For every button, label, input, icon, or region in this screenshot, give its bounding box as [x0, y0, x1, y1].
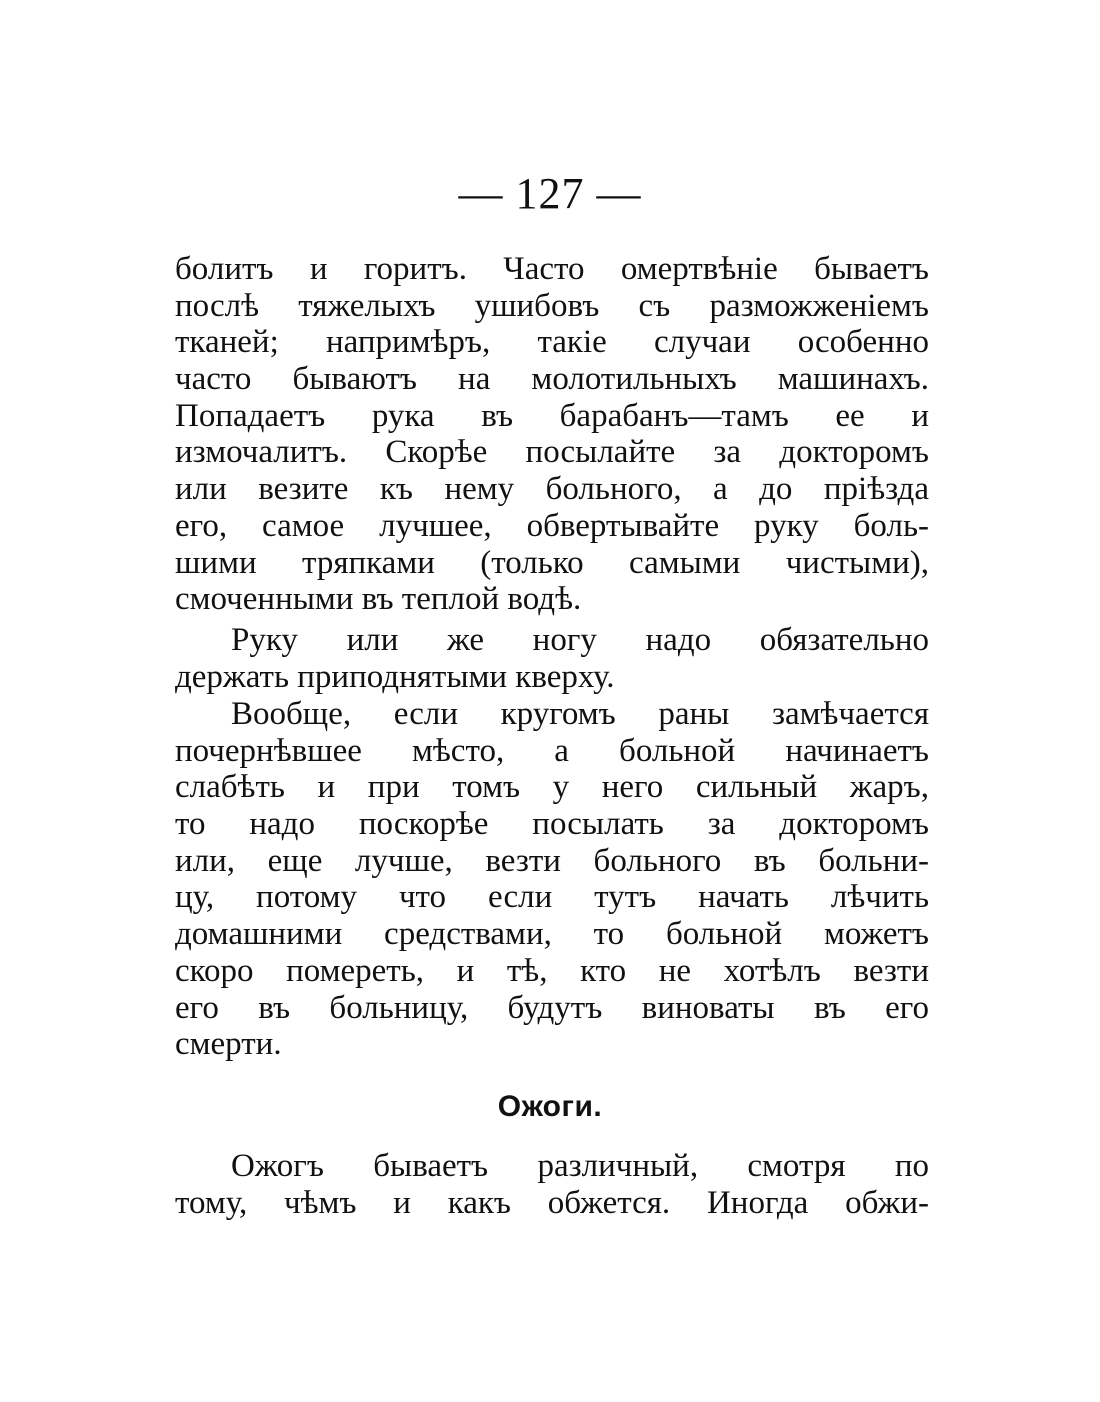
text-line: его въ больницу, будутъ виноваты въ его	[175, 989, 929, 1026]
text-line: слабѣть и при томъ у него сильный жаръ,	[175, 769, 929, 806]
text-line: или везите къ нему больного, а до пріѣзда	[175, 471, 929, 508]
text-line: его, самое лучшее, обвертывайте руку боль-	[175, 507, 929, 544]
text-line: болитъ и горитъ. Часто омертвѣніе бываетъ	[175, 251, 929, 287]
text-line: измочалитъ. Скорѣе посылайте за докторомъ	[175, 434, 929, 471]
text-line: тканей; напримѣръ, такіе случаи особенно	[175, 324, 929, 361]
section-heading: Ожоги.	[497, 1090, 603, 1123]
text-line: часто бываютъ на молотильныхъ машинахъ.	[175, 361, 929, 398]
text-line: цу, потому что если тутъ начать лѣчить	[175, 879, 929, 916]
text-line: шими тряпками (только самыми чистыми),	[175, 544, 929, 581]
text-line: Руку или же ногу надо обязательно	[231, 622, 929, 658]
paragraph-2	[175, 622, 929, 695]
text-line: домашними средствами, то больной можетъ	[175, 916, 929, 953]
text-line: Ожогъ бываетъ различный, смотря по	[231, 1148, 929, 1184]
text-line: Вообще, если кругомъ раны замѣчается	[231, 696, 929, 732]
text-line: послѣ тяжелыхъ ушибовъ съ разможженіемъ	[175, 287, 929, 324]
section-paragraph	[175, 1148, 929, 1221]
text-line: или, еще лучше, везти больного въ больни-	[175, 842, 929, 879]
text-line: Попадаетъ рука въ барабанъ—тамъ ее и	[175, 397, 929, 434]
text-line: почернѣвшее мѣсто, а больной начинаетъ	[175, 732, 929, 769]
text-line: смоченными въ теплой водѣ.	[175, 581, 582, 618]
paragraph-1	[175, 251, 929, 618]
text-line: скоро помереть, и тѣ, кто не хотѣлъ везти	[175, 952, 929, 989]
text-line: тому, чѣмъ и какъ обжется. Иногда обжи-	[175, 1184, 929, 1221]
paragraph-3	[175, 696, 929, 1063]
text-line: смерти.	[175, 1026, 282, 1063]
text-line: держать приподнятыми кверху.	[175, 658, 615, 695]
text-line: то надо поскорѣе посылать за докторомъ	[175, 806, 929, 843]
page-number: — 127 —	[458, 169, 642, 218]
